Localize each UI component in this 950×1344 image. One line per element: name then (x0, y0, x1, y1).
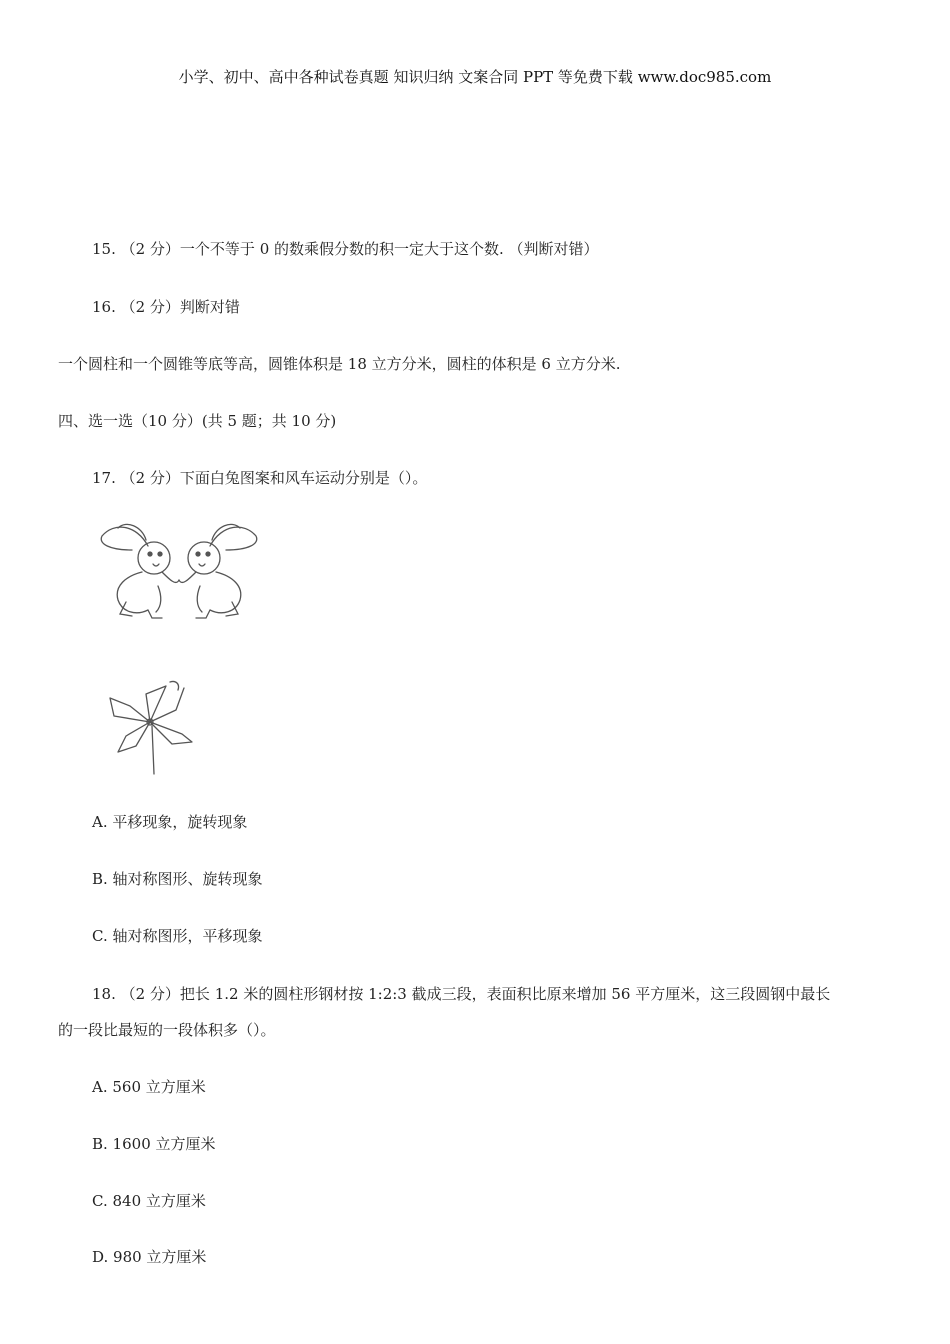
question-18-continued: 的一段比最短的一段体积多（）。 (58, 1021, 276, 1039)
question-16: 16. （2 分）判断对错 (92, 298, 240, 316)
question-16-statement: 一个圆柱和一个圆锥等底等高，圆锥体积是 18 立方分米，圆柱的体积是 6 立方分米. (58, 355, 621, 373)
pinwheel-illustration (106, 680, 196, 776)
rabbit-left (101, 524, 179, 618)
question-18-option-d: D. 980 立方厘米 (92, 1248, 207, 1266)
rabbits-illustration (96, 516, 262, 622)
question-18: 18. （2 分）把长 1.2 米的圆柱形钢材按 1:2:3 截成三段，表面积比原来增加 56 平方厘米，这三段圆钢中最长 (92, 985, 831, 1003)
question-18-option-c: C. 840 立方厘米 (92, 1192, 206, 1210)
section-4-heading: 四、选一选（10 分）(共 5 题；共 10 分) (58, 412, 337, 430)
question-18-option-b: B. 1600 立方厘米 (92, 1135, 216, 1153)
rabbit-right (179, 524, 257, 618)
question-18-option-a: A. 560 立方厘米 (92, 1078, 206, 1096)
question-17-option-b: B. 轴对称图形、旋转现象 (92, 870, 263, 888)
question-17-option-c: C. 轴对称图形，平移现象 (92, 927, 263, 945)
question-17-option-a: A. 平移现象，旋转现象 (92, 813, 248, 831)
question-15: 15. （2 分）一个不等于 0 的数乘假分数的积一定大于这个数. （判断对错） (92, 240, 599, 258)
page-header: 小学、初中、高中各种试卷真题 知识归纳 文案合同 PPT 等免费下载 www.doc985.com (178, 68, 772, 86)
question-17: 17. （2 分）下面白兔图案和风车运动分别是（）。 (92, 469, 428, 487)
